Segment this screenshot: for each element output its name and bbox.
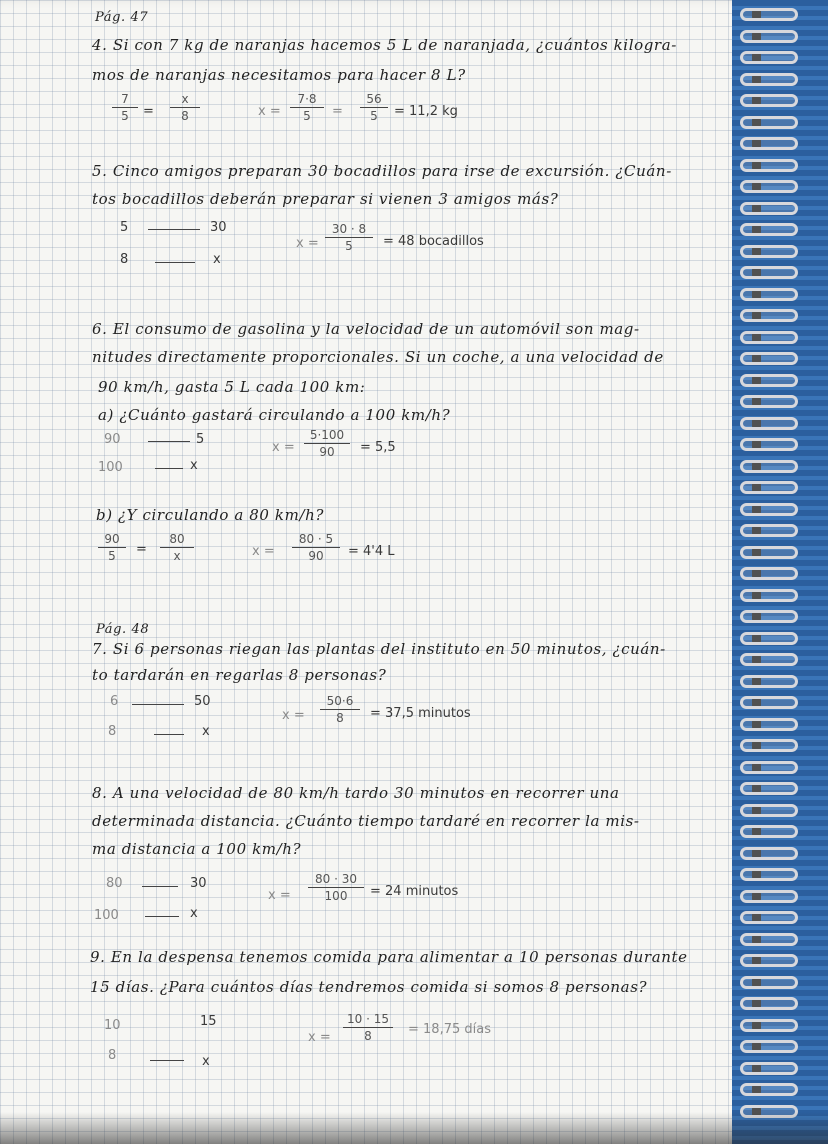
spiral-coil — [740, 976, 798, 989]
spiral-coil — [740, 73, 798, 86]
spiral-coil — [740, 761, 798, 774]
notebook-page: Pág. 47 4. Si con 7 kg de naranjas hacemos 5 L de naranjada, ¿cuántos kilogra- mos de naranjas necesitamos para hacer 8 L? 7 5 = x 8 x = 7·8 5 = 56 5 = 11,2 kg 5. Cinco amigos preparan 30 bocadillos para irse de excursión. ¿Cuán- tos bocadillos deberán preparar si vienen 3 amigos más? 5 30 8 x x = 30 · 8 5 = 48 bocadillos 6. El consumo de gasolina y la velocidad de un automóvil son mag- nitudes directamente proporcionales. Si un coche, a una velocidad de 90 km/h, gasta 5 L cada 100 km: a) ¿Cuánto gastará circulando a 100 km/h? 90 5 100 x x = 5·100 90 = 5,5 b) ¿Y circulando a 80 km/h? 90 5 = 80 x x = 80 · 5 90 = 4'4 L Pág. 48 7. Si 6 personas riegan las plantas del instituto en 50 minutos, ¿cuán- to tardarán en regarlas 8 personas? 6 50 8 x x = 50·6 8 = 37,5 minutos 8. A una velocidad de 80 km/h tardo 30 minutos en recorrer una determinada distancia. ¿Cuánto tiempo tardaré en recorrer la mis- ma distancia a 100 km/h? 80 30 100 x x = 80 · 30 100 = 24 minutos 9. En la despensa tenemos comida para alimentar a 10 personas durante 15 días. ¿Para cuántos días tendremos comida si somos 8 personas? 10 15 8 x x = 10 · 15 8 = 18,75 días — [0, 0, 776, 1144]
spiral-coil — [740, 1040, 798, 1053]
spiral-coil — [740, 8, 798, 21]
spiral-coil — [740, 180, 798, 193]
result: = 48 bocadillos — [383, 234, 484, 249]
spiral-coil — [740, 911, 798, 924]
spiral-coil — [740, 868, 798, 881]
result: = 4'4 L — [348, 544, 395, 559]
fraction: 80 x — [160, 532, 194, 563]
fraction: 50·6 8 — [320, 694, 360, 725]
result: = 18,75 días — [408, 1022, 491, 1037]
spiral-coil — [740, 524, 798, 537]
spiral-coil — [740, 395, 798, 408]
problem-8-line-3: ma distancia a 100 km/h? — [92, 840, 302, 858]
spiral-coil — [740, 954, 798, 967]
fraction: 80 · 30 100 — [308, 872, 364, 903]
x-label: x = — [308, 1030, 331, 1045]
problem-6-line-2: nitudes directamente proporcionales. Si un coche, a una velocidad de — [92, 348, 664, 366]
spiral-coil — [740, 159, 798, 172]
spiral-coil — [740, 94, 798, 107]
spiral-coil — [740, 804, 798, 817]
proportion-dash — [148, 441, 190, 442]
x-label: x = — [282, 708, 305, 723]
spiral-coil — [740, 933, 798, 946]
x-label: x = — [272, 440, 295, 455]
spiral-coil — [740, 589, 798, 602]
problem-9-line-1: 9. En la despensa tenemos comida para alimentar a 10 personas durante — [90, 948, 688, 966]
problem-6-line-1: 6. El consumo de gasolina y la velocidad de un automóvil son mag- — [92, 320, 640, 338]
spiral-coil — [740, 1019, 798, 1032]
spiral-coil — [740, 137, 798, 150]
x-label: x = — [252, 544, 275, 559]
proportion-dash — [155, 468, 183, 469]
spiral-coil — [740, 288, 798, 301]
spiral-coil — [740, 438, 798, 451]
spiral-coil — [740, 847, 798, 860]
page-number-48: Pág. 48 — [96, 622, 150, 637]
result: = 37,5 minutos — [370, 706, 471, 721]
spiral-coil — [740, 245, 798, 258]
x-label: x = — [296, 236, 319, 251]
proportion-dash — [142, 886, 178, 887]
spiral-coil — [740, 782, 798, 795]
result: = 24 minutos — [370, 884, 459, 899]
spiral-coil — [740, 30, 798, 43]
spiral-coil — [740, 51, 798, 64]
spiral-coil — [740, 739, 798, 752]
spiral-coil — [740, 675, 798, 688]
spiral-coil — [740, 417, 798, 430]
spiral-coil — [740, 696, 798, 709]
spiral-coil — [740, 331, 798, 344]
spiral-coil — [740, 266, 798, 279]
spiral-coil — [740, 1062, 798, 1075]
fraction: 30 · 8 5 — [325, 222, 373, 253]
problem-6-line-b: b) ¿Y circulando a 80 km/h? — [96, 506, 325, 524]
spiral-coil — [740, 352, 798, 365]
problem-6-line-3: 90 km/h, gasta 5 L cada 100 km: — [98, 378, 366, 396]
bottom-shadow — [0, 1112, 828, 1144]
fraction: 90 5 — [98, 532, 126, 563]
proportion-dash — [132, 704, 184, 705]
proportion-dash — [150, 1060, 184, 1061]
proportion-dash — [155, 262, 195, 263]
spiral-coil — [740, 481, 798, 494]
spiral-coil — [740, 718, 798, 731]
problem-9-line-2: 15 días. ¿Para cuántos días tendremos comida si somos 8 personas? — [90, 978, 648, 996]
proportion-dash — [148, 229, 200, 230]
page-number-47: Pág. 47 — [95, 10, 149, 25]
problem-4-line-1: 4. Si con 7 kg de naranjas hacemos 5 L de naranjada, ¿cuántos kilogra- — [92, 36, 677, 54]
spiral-coil — [740, 460, 798, 473]
proportion-dash — [154, 734, 184, 735]
spiral-coil — [740, 202, 798, 215]
fraction: 80 · 5 90 — [292, 532, 340, 563]
spiral-coil — [740, 223, 798, 236]
fraction: 10 · 15 8 — [343, 1012, 393, 1043]
spiral-coil — [740, 825, 798, 838]
proportion-dash — [145, 916, 179, 917]
problem-7-line-2: to tardarán en regarlas 8 personas? — [92, 666, 387, 684]
problem-8-line-2: determinada distancia. ¿Cuánto tiempo tardaré en recorrer la mis- — [92, 812, 640, 830]
x-label: x = — [258, 104, 281, 119]
spiral-coil — [740, 890, 798, 903]
problem-7-line-1: 7. Si 6 personas riegan las plantas del instituto en 50 minutos, ¿cuán- — [92, 640, 666, 658]
spiral-coil — [740, 503, 798, 516]
spiral-coil — [740, 546, 798, 559]
problem-8-line-1: 8. A una velocidad de 80 km/h tardo 30 minutos en recorrer una — [92, 784, 620, 802]
x-label: x = — [268, 888, 291, 903]
spiral-coil — [740, 997, 798, 1010]
problem-5-line-2: tos bocadillos deberán preparar si vienen 3 amigos más? — [92, 190, 559, 208]
fraction: 7·8 5 — [290, 92, 324, 123]
spiral-coil — [740, 610, 798, 623]
problem-4-line-2: mos de naranjas necesitamos para hacer 8 L? — [92, 66, 466, 84]
spiral-coil — [740, 567, 798, 580]
problem-6-line-4: a) ¿Cuánto gastará circulando a 100 km/h? — [98, 406, 451, 424]
fraction: 56 5 — [360, 92, 388, 123]
spiral-coil — [740, 374, 798, 387]
spiral-coil — [740, 632, 798, 645]
result: = 5,5 — [360, 440, 396, 455]
spiral-coil — [740, 1083, 798, 1096]
spiral-coil — [740, 116, 798, 129]
problem-5-line-1: 5. Cinco amigos preparan 30 bocadillos para irse de excursión. ¿Cuán- — [92, 162, 672, 180]
spiral-coil — [740, 309, 798, 322]
fraction: 5·100 90 — [304, 428, 350, 459]
fraction: 7 5 — [112, 92, 138, 123]
result: = 11,2 kg — [394, 104, 458, 119]
fraction: x 8 — [170, 92, 200, 123]
spiral-coil — [740, 653, 798, 666]
